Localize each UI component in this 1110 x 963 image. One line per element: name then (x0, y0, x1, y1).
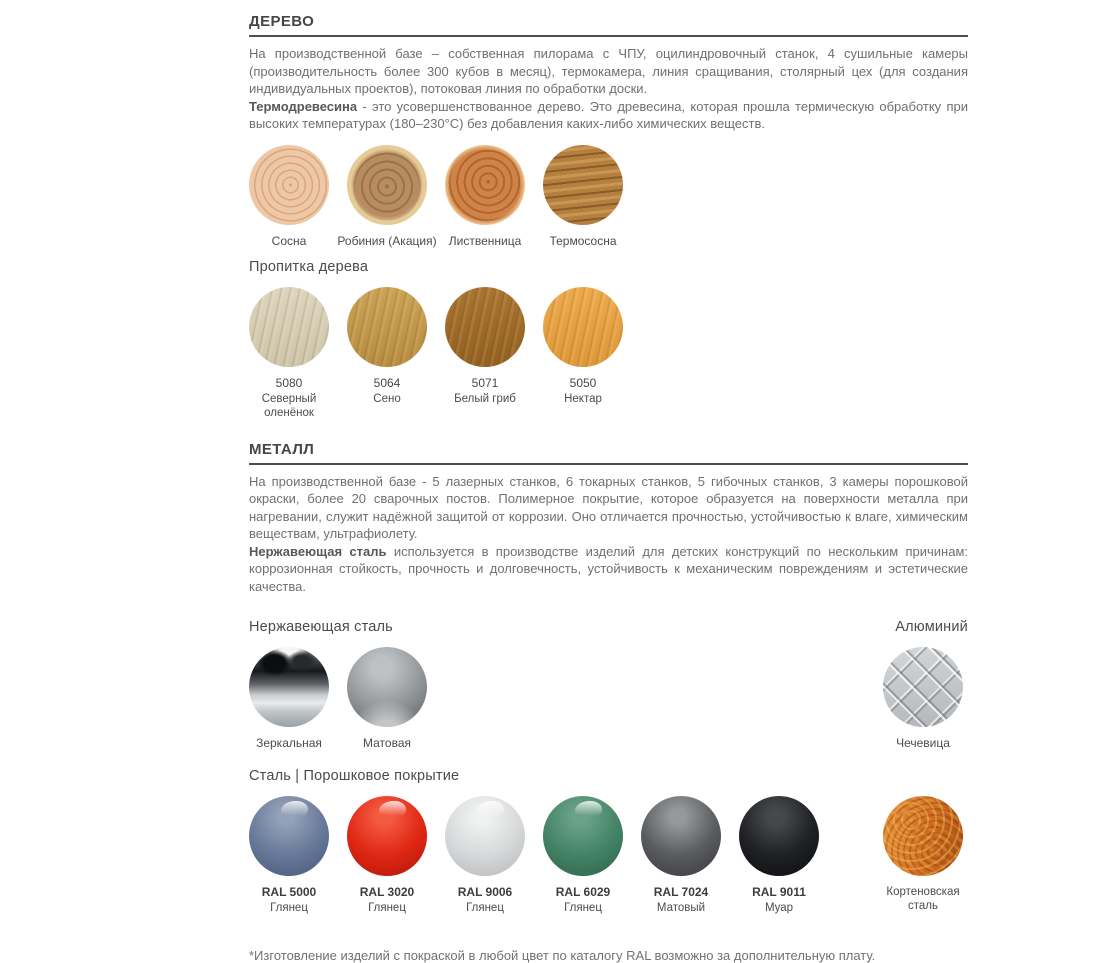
robinia-label: Робиния (Акация) (337, 234, 436, 248)
thermo-term: Термодревесина (249, 99, 357, 114)
stain-5071-code: 5071 (472, 376, 499, 390)
aluminum-lentil-swatch (883, 647, 963, 727)
swatch-col-5071 (445, 287, 525, 420)
ral-footnote: *Изготовление изделий с покраской в любой цвет по каталогу RAL возможно за дополнительную плату. (249, 948, 968, 963)
wood-thermo-paragraph (249, 98, 968, 133)
ral6029-code: RAL 6029 (556, 885, 610, 899)
stain-5080-name: Северный оленёнок (249, 392, 329, 420)
stainless-group (249, 647, 427, 750)
stainless-text: используется в производстве изделий для детских конструкций по нескольким причинам: коррозионная стойкость, прочность и долговечность, устойчивость к механическим повреждениям и эстетические качества. (249, 544, 968, 594)
stain-5071-name: Белый гриб (454, 392, 516, 406)
thermopine-swatch (543, 145, 623, 225)
ral5000-swatch (249, 796, 329, 876)
swatch-col-robinia (347, 145, 427, 248)
pine-label: Сосна (272, 234, 307, 248)
ral6029-finish: Глянец (564, 901, 602, 915)
stainless-title: Нержавеющая сталь (249, 619, 393, 635)
ral9006-swatch (445, 796, 525, 876)
impregnation-title: Пропитка дерева (249, 259, 968, 275)
stain-5050-name: Нектар (564, 392, 602, 406)
stain-5071-swatch (445, 287, 525, 367)
swatch-col-5050 (543, 287, 623, 420)
larch-label: Лиственница (449, 234, 522, 248)
stain-5080-code: 5080 (276, 376, 303, 390)
corten-steel-swatch (883, 796, 963, 876)
stain-5080-swatch (249, 287, 329, 367)
ral9011-swatch (739, 796, 819, 876)
ral5000-code: RAL 5000 (262, 885, 316, 899)
ral9006-code: RAL 9006 (458, 885, 512, 899)
metal-subheadings (249, 619, 968, 635)
page-content (249, 13, 968, 963)
swatch-col-ral9006 (445, 796, 525, 915)
stainless-paragraph (249, 543, 968, 596)
aluminum-lentil-label: Чечевица (896, 736, 950, 750)
aluminum-title: Алюминий (895, 619, 968, 635)
ral3020-finish: Глянец (368, 901, 406, 915)
ral5000-finish: Глянец (270, 901, 308, 915)
ral6029-swatch (543, 796, 623, 876)
swatch-col-corten (878, 796, 968, 915)
stain-5064-name: Сено (373, 392, 400, 406)
mirror-steel-swatch (249, 647, 329, 727)
powder-coating-row (249, 796, 968, 915)
swatch-col-lentil (878, 647, 968, 750)
ral9006-finish: Глянец (466, 901, 504, 915)
metal-intro-paragraph (249, 473, 968, 543)
swatch-col-matte-steel (347, 647, 427, 750)
swatch-col-thermopine (543, 145, 623, 248)
wood-section-title: ДЕРЕВО (249, 13, 968, 37)
pine-swatch (249, 145, 329, 225)
metal-intro-text: На производственной базе - 5 лазерных станков, 6 токарных станков, 5 гибочных станков, 3 камеры порошковой окраски, более 20 сварочных постов. Полимерное покрытие, которое образуется на поверхности металла при нагревании, служит надёжной защитой от коррозии. Оно отличается прочностью, устойчивостью к влаге, химическим веществам, ультрафиолету. (249, 474, 968, 542)
stainless-term: Нержавеющая сталь (249, 544, 387, 559)
stain-5064-swatch (347, 287, 427, 367)
ral3020-code: RAL 3020 (360, 885, 414, 899)
stain-5064-code: 5064 (374, 376, 401, 390)
ral9011-finish: Муар (765, 901, 793, 915)
ral7024-finish: Матовый (657, 901, 705, 915)
corten-steel-label: Кортеновская сталь (878, 885, 968, 913)
wood-intro-paragraph (249, 45, 968, 98)
swatch-col-5064 (347, 287, 427, 420)
powder-coating-title: Сталь | Порошковое покрытие (249, 768, 968, 784)
swatch-col-ral5000 (249, 796, 329, 915)
stain-5050-swatch (543, 287, 623, 367)
mirror-steel-label: Зеркальная (256, 736, 322, 750)
impregnation-row (249, 287, 968, 420)
swatch-col-pine (249, 145, 329, 248)
swatch-col-larch (445, 145, 525, 248)
larch-swatch (445, 145, 525, 225)
swatch-col-mirror (249, 647, 329, 750)
ral7024-code: RAL 7024 (654, 885, 708, 899)
swatch-col-ral9011 (739, 796, 819, 915)
ral3020-swatch (347, 796, 427, 876)
swatch-col-ral6029 (543, 796, 623, 915)
ral9011-code: RAL 9011 (752, 885, 806, 899)
swatch-col-ral3020 (347, 796, 427, 915)
robinia-swatch (347, 145, 427, 225)
wood-section (249, 13, 968, 420)
swatch-col-ral7024 (641, 796, 721, 915)
stainless-aluminum-row (249, 647, 968, 750)
wood-intro-text: На производственной базе – собственная пилорама с ЧПУ, оцилиндровочный станок, 4 сушильные камеры (производительность более 300 кубов в месяц), термокамера, линия сращивания, столярный цех (для создания индивидуальных проектов), потоковая линия по обработки доски. (249, 46, 968, 96)
metal-section-title: МЕТАЛЛ (249, 441, 968, 465)
metal-section (249, 441, 968, 963)
ral7024-swatch (641, 796, 721, 876)
thermopine-label: Термососна (549, 234, 616, 248)
thermo-text: - это усовершенствованное дерево. Это древесина, которая прошла термическую обработку при высоких температурах (180–230°С) без добавления каких-либо химических веществ. (249, 99, 968, 132)
stain-5050-code: 5050 (570, 376, 597, 390)
matte-steel-label: Матовая (363, 736, 411, 750)
ral-group (249, 796, 819, 915)
swatch-col-5080 (249, 287, 329, 420)
wood-species-row (249, 145, 968, 248)
matte-steel-swatch (347, 647, 427, 727)
